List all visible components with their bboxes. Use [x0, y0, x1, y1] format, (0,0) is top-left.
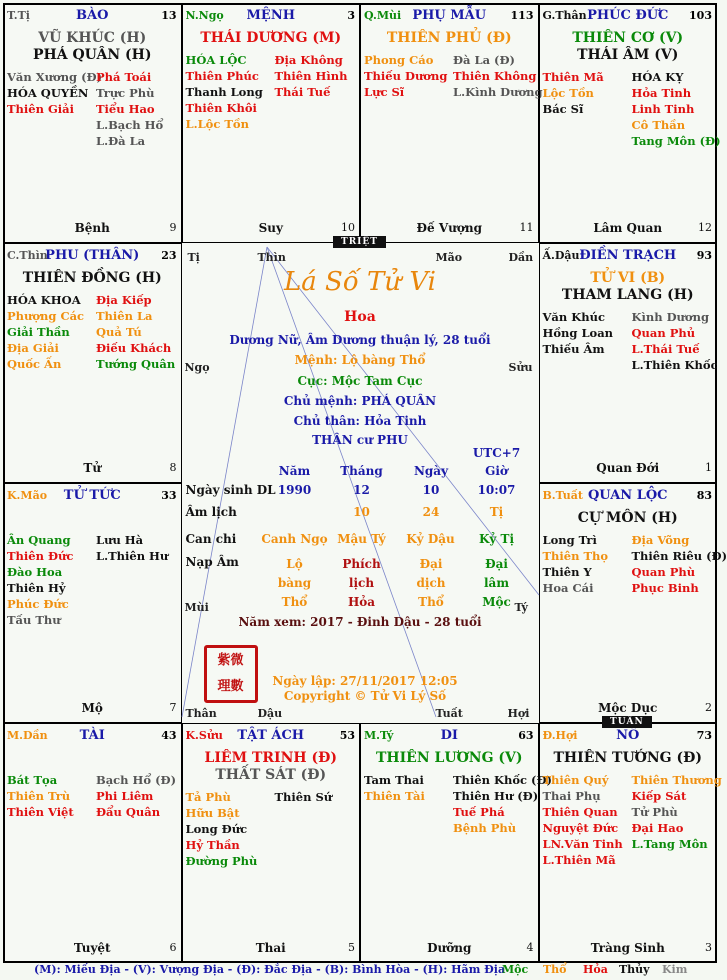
minor-star: Phượng Các [7, 309, 85, 323]
main-stars [540, 750, 717, 767]
palace-cell-ty [360, 723, 552, 963]
life-stage: Bệnh [74, 221, 110, 235]
dl-gio: 10:07 [477, 483, 516, 497]
person-desc: Dương Nữ, Âm Dương thuận lý, 28 tuổi [229, 333, 491, 347]
header-thang: Tháng [340, 464, 383, 478]
branch-dan: Dần [508, 251, 534, 264]
can-chi: M.Dần [7, 729, 48, 742]
minor-stars-left [186, 789, 258, 869]
minor-star: HÓA KỴ [631, 70, 684, 84]
branch-mui: Mùi [184, 601, 209, 614]
legend-moc: Mộc [502, 963, 529, 976]
main-star: THÁI DƯƠNG (M) [200, 30, 342, 46]
palace-name: MỆNH [246, 8, 295, 23]
canchi-nam: Canh Ngọ [261, 532, 328, 546]
palace-name: TẬT ÁCH [237, 728, 305, 743]
tuan-marker: TUẦN [602, 716, 652, 728]
minor-star: Thiên Riêu (Đ) [631, 549, 727, 563]
can-chi: Q.Mùi [364, 9, 402, 22]
minor-star: Bác Sĩ [542, 102, 584, 116]
cell-footer [4, 461, 181, 475]
minor-star: L.Kình Dương [453, 85, 543, 99]
branch-hoi: Hợi [507, 707, 530, 720]
can-chi: T.Tị [7, 9, 30, 22]
napam-ngay: Đại dịch Thổ [416, 557, 446, 609]
main-star: THIÊN CƠ (V) [572, 30, 684, 46]
main-star: VŨ KHÚC (H) [38, 30, 147, 46]
minor-stars-right [632, 69, 721, 149]
cell-footer [4, 941, 181, 955]
minor-star: Tướng Quân [96, 357, 176, 371]
napam-gio: Đại lâm Mộc [482, 557, 511, 609]
nam-xem: Năm xem: 2017 - Đinh Dậu - 28 tuổi [238, 615, 482, 629]
minor-star: Tam Thai [364, 773, 424, 787]
palace-name: ĐIỀN TRẠCH [579, 248, 677, 263]
minor-stars-right [632, 532, 727, 596]
minor-star: Long Trì [542, 533, 597, 547]
main-stars [540, 30, 717, 64]
minor-stars-right [275, 52, 348, 100]
minor-stars-right [453, 772, 552, 836]
age-number: 5 [348, 941, 355, 954]
minor-star: Địa Võng [631, 533, 690, 547]
minor-star: Thiên La [96, 309, 153, 323]
cell-footer [361, 221, 538, 235]
minor-star: Thiên Hình [274, 69, 348, 83]
palace-number: 23 [161, 249, 177, 262]
minor-star: Thai Phụ [542, 789, 601, 803]
main-star: THÁI ÂM (V) [577, 47, 679, 63]
palace-name: PHU (THÂN) [45, 248, 140, 263]
minor-star: Thiếu Âm [542, 342, 605, 356]
cell-footer [361, 941, 538, 955]
minor-star: Kiếp Sát [631, 789, 687, 803]
minor-star: L.Bạch Hổ [96, 118, 164, 132]
palace-number: 53 [339, 729, 355, 742]
minor-star: Điếu Khách [96, 341, 172, 355]
palace-name: TỬ TỨC [63, 488, 121, 503]
minor-star: Thiên Khốc (Đ) [453, 773, 552, 787]
minor-star: Hữu Bật [185, 806, 240, 820]
minor-star: Thiên Đức [7, 549, 74, 563]
life-stage: Mộ [81, 701, 103, 715]
minor-stars-left [7, 69, 102, 117]
can-chi: N.Ngọ [185, 9, 224, 22]
minor-star: Long Đức [185, 822, 248, 836]
minor-star: Lưu Hà [96, 533, 144, 547]
minor-star: Thiên Không [453, 69, 537, 83]
age-number: 7 [169, 701, 177, 714]
main-stars [361, 30, 538, 47]
minor-star: Đẩu Quân [96, 805, 161, 819]
minor-stars-right [96, 69, 163, 149]
minor-star: L.Tang Môn [631, 837, 708, 851]
minor-star: Hoa Cái [542, 581, 594, 595]
minor-star: L.Thiên Khốc [631, 358, 718, 372]
can-chi: K.Mão [7, 489, 48, 502]
minor-star: Phục Binh [631, 581, 699, 595]
palace-cell-than [539, 3, 721, 243]
age-number: 4 [526, 941, 534, 954]
palace-cell-dan [3, 723, 182, 963]
dl-ngay: 10 [422, 483, 440, 497]
minor-star: Lực Sĩ [364, 85, 405, 99]
minor-star: Bệnh Phù [453, 821, 517, 835]
branch-dau: Dậu [257, 707, 283, 720]
branch-thin: Thìn [257, 251, 286, 264]
dl-thang: 12 [353, 483, 370, 497]
al-label: Âm lịch [185, 505, 237, 519]
seal-stamp: 紫微 理數 [204, 645, 258, 703]
minor-star: Giải Thần [7, 325, 70, 339]
minor-star: Thiên Việt [7, 805, 74, 819]
napam-nam: Lộ bàng Thổ [277, 557, 312, 609]
palace-number: 93 [696, 249, 712, 262]
main-stars [540, 510, 717, 527]
palace-cell-ngo [182, 3, 361, 243]
age-number: 11 [519, 221, 534, 234]
minor-star: Tử Phù [631, 805, 678, 819]
branch-ty: Tý [514, 601, 528, 614]
life-stage: Suy [258, 221, 283, 235]
legend-kim: Kim [662, 963, 688, 976]
minor-star: Đại Hao [631, 821, 684, 835]
minor-star: Phúc Đức [7, 597, 69, 611]
minor-star: Quốc Ấn [7, 357, 62, 371]
minor-star: Văn Xương (Đ) [7, 70, 103, 84]
minor-star: Thiên Hỷ [7, 581, 66, 595]
minor-star: Thiếu Dương [364, 69, 448, 83]
palace-cell-hoi [539, 723, 722, 963]
life-stage: Tuyệt [73, 941, 111, 955]
minor-star: HÓA KHOA [7, 293, 81, 307]
life-stage: Đế Vượng [416, 221, 482, 235]
minor-stars-right [453, 52, 543, 100]
minor-star: Thanh Long [185, 85, 263, 99]
palace-number: 43 [161, 729, 177, 742]
life-stage: Dưỡng [427, 941, 472, 955]
minor-stars-left [543, 772, 623, 868]
palace-number: 73 [696, 729, 712, 742]
minor-star: Địa Kiếp [96, 293, 152, 307]
age-number: 12 [698, 221, 712, 234]
minor-stars-left [543, 532, 609, 596]
minor-stars-right [275, 789, 333, 805]
minor-star: Ân Quang [7, 533, 71, 547]
minor-stars-left [7, 292, 84, 372]
palace-name: DI [440, 728, 458, 743]
triet-marker: TRIỆT [333, 236, 386, 248]
minor-stars-left [7, 772, 74, 820]
minor-star: Trực Phù [96, 86, 155, 100]
age-number: 2 [705, 701, 712, 714]
age-number: 1 [705, 461, 712, 474]
main-star: CỰ MÔN (H) [577, 510, 678, 526]
minor-star: Văn Khúc [542, 310, 605, 324]
main-stars [4, 270, 181, 287]
minor-star: Thiên Giải [7, 102, 74, 116]
canchi-ngay: Kỷ Dậu [406, 532, 455, 546]
age-number: 8 [169, 461, 177, 474]
minor-star: Nguyệt Đức [542, 821, 619, 835]
legend-tho: Thổ [543, 963, 567, 976]
al-ngay: 24 [422, 505, 440, 519]
canchi-gio: Kỷ Tị [478, 532, 515, 546]
chu-than-info: Chủ thân: Hỏa Tinh [293, 414, 427, 428]
minor-star: Tấu Thư [7, 613, 61, 627]
minor-stars-left [364, 772, 425, 804]
napam-label: Nạp Âm [185, 555, 239, 569]
life-stage: Mộc Dục [598, 701, 658, 715]
minor-star: Thiên Thọ [542, 549, 609, 563]
main-star: THIÊN LƯƠNG (V) [375, 750, 523, 766]
ngay-lap: Ngày lập: 27/11/2017 12:05 [272, 674, 458, 688]
minor-star: Thiên Khôi [185, 101, 257, 115]
chart-title: Lá Số Tử Vi [283, 267, 436, 297]
palace-cell-mao [3, 483, 182, 723]
palace-number: 63 [518, 729, 534, 742]
center-panel [182, 243, 539, 723]
minor-stars-left [7, 532, 73, 628]
palace-name: PHỤ MẪU [412, 8, 487, 23]
can-chi: M.Tý [364, 729, 394, 742]
main-star: LIÊM TRINH (Đ) [204, 750, 337, 766]
can-chi: Đ.Hợi [542, 729, 578, 742]
minor-star: Linh Tinh [631, 102, 695, 116]
minor-star: Hỷ Thần [185, 838, 240, 852]
minor-star: Thiên Mã [542, 70, 604, 84]
minor-star: Địa Không [274, 53, 343, 67]
minor-star: Thiên Quan [542, 805, 618, 819]
than-cu-info: THÂN cư PHU [312, 433, 408, 447]
palace-cell-dau [539, 243, 718, 483]
life-stage: Tràng Sinh [590, 941, 665, 955]
minor-star: Thái Tuế [274, 85, 331, 99]
minor-star: Cô Thần [631, 118, 686, 132]
cell-footer [183, 221, 360, 235]
minor-star: Thiên Quý [542, 773, 609, 787]
life-stage: Quan Đới [596, 461, 660, 475]
minor-star: Quả Tú [96, 325, 142, 339]
branch-than: Thân [185, 707, 217, 720]
main-star: TỬ VI (B) [590, 270, 666, 286]
cuc-info: Cục: Mộc Tam Cục [297, 374, 423, 388]
main-star: THIÊN PHỦ (Đ) [386, 30, 512, 46]
cell-footer [540, 701, 717, 715]
age-number: 6 [169, 941, 177, 954]
branch-ti: Tị [187, 251, 200, 264]
age-number: 10 [341, 221, 355, 234]
palace-cell-tuat [539, 483, 727, 723]
palace-name: PHÚC ĐỨC [587, 8, 669, 23]
minor-star: Tuế Phá [453, 805, 505, 819]
utc-label: UTC+7 [472, 446, 521, 460]
minor-star: Phá Toái [96, 70, 152, 84]
branch-ngo: Ngọ [184, 361, 210, 374]
minor-star: Đường Phù [185, 854, 258, 868]
minor-star: L.Lộc Tồn [185, 117, 249, 131]
palace-number: 33 [161, 489, 177, 502]
al-gio: Tị [489, 505, 504, 519]
main-star: THIÊN TƯỚNG (Đ) [553, 750, 702, 766]
minor-star: Bạch Hổ (Đ) [96, 773, 177, 787]
can-chi: C.Thìn [7, 249, 48, 262]
cell-footer [540, 941, 717, 955]
legend-bar [0, 962, 720, 980]
palace-cell-thin [3, 243, 182, 483]
header-gio: Giờ [485, 464, 508, 478]
life-stage: Thai [255, 941, 286, 955]
age-number: 3 [705, 941, 712, 954]
can-chi: B.Tuất [542, 489, 584, 502]
minor-star: L.Thiên Mã [542, 853, 616, 867]
main-star: THAM LANG (H) [561, 287, 694, 303]
main-stars [361, 750, 538, 767]
palace-name: QUAN LỘC [587, 488, 668, 503]
palace-number: 3 [347, 9, 355, 22]
life-stage: Tử [83, 461, 102, 475]
minor-star: LN.Văn Tinh [542, 837, 623, 851]
palace-name: TÀI [79, 728, 105, 743]
palace-name: NÔ [616, 728, 640, 743]
legend-text: (M): Miếu Địa - (V): Vượng Địa - (Đ): Đắc Địa - (B): Bình Hòa - (H): Hãm Địa [34, 963, 506, 976]
minor-star: Quan Phù [631, 565, 696, 579]
napam-thang: Phích lịch Hỏa [342, 557, 381, 609]
minor-stars-right [96, 292, 175, 372]
minor-star: Thiên Trù [7, 789, 71, 803]
main-stars [540, 270, 717, 304]
person-name: Hoa [344, 309, 376, 325]
minor-stars-left [543, 309, 614, 357]
minor-star: Thiên Hư (Đ) [453, 789, 539, 803]
age-number: 9 [169, 221, 177, 234]
main-stars [183, 30, 360, 47]
cell-footer [183, 941, 360, 955]
minor-stars-right [632, 309, 718, 373]
legend-thuy: Thủy [619, 963, 650, 976]
copyright: Copyright © Tử Vi Lý Số [283, 689, 447, 703]
minor-star: Tang Môn (Đ) [631, 134, 721, 148]
dl-nam: 1990 [277, 483, 312, 497]
header-ngay: Ngày [413, 464, 449, 478]
al-thang: 10 [353, 505, 370, 519]
main-star: THẤT SÁT (Đ) [215, 767, 327, 783]
can-chi: G.Thân [542, 9, 587, 22]
branch-mao: Mão [435, 251, 463, 264]
minor-star: Bát Tọa [7, 773, 58, 787]
menh-info: Mệnh: Lộ bàng Thổ [294, 353, 426, 367]
can-chi: K.Sửu [185, 729, 223, 742]
minor-star: Hỏa Tinh [631, 86, 692, 100]
palace-number: 83 [696, 489, 712, 502]
minor-star: Đào Hoa [7, 565, 63, 579]
life-stage: Lâm Quan [593, 221, 663, 235]
can-chi: Ấ.Dậu [542, 249, 580, 262]
minor-stars-right [96, 532, 168, 564]
minor-stars-right [632, 772, 722, 852]
minor-star: Quan Phủ [631, 326, 696, 340]
palace-cell-mui [360, 3, 543, 243]
main-stars [4, 30, 181, 64]
cell-footer [540, 461, 717, 475]
minor-star: Thiên Thương [631, 773, 722, 787]
minor-star: Lộc Tồn [542, 86, 594, 100]
palace-number: 13 [161, 9, 177, 22]
minor-star: Phong Cáo [364, 53, 434, 67]
header-nam: Năm [278, 464, 311, 478]
palace-cell-suu [182, 723, 361, 963]
minor-star: L.Thái Tuế [631, 342, 700, 356]
main-stars [183, 750, 360, 784]
minor-star: Hồng Loan [542, 326, 614, 340]
minor-star: Thiên Y [542, 565, 592, 579]
chu-menh-info: Chủ mệnh: PHÁ QUÂN [283, 394, 437, 408]
minor-star: Đà La (Đ) [453, 53, 515, 67]
minor-star: Phi Liêm [96, 789, 154, 803]
minor-star: L.Đà La [96, 134, 146, 148]
minor-star: HÓA LỘC [185, 53, 247, 67]
main-star: PHÁ QUÂN (H) [33, 47, 152, 63]
palace-number: 113 [510, 9, 534, 22]
palace-cell-ti [3, 3, 182, 243]
cell-footer [4, 701, 181, 715]
branch-tuat: Tuất [435, 707, 463, 720]
palace-name: BÀO [76, 8, 109, 23]
main-star: THIÊN ĐỒNG (H) [22, 270, 162, 286]
minor-star: Tiểu Hao [96, 102, 155, 116]
minor-stars-left [364, 52, 447, 100]
minor-star: Kình Dương [631, 310, 709, 324]
minor-star: Thiên Phúc [185, 69, 259, 83]
minor-stars-left [543, 69, 604, 117]
minor-star: Thiên Tài [364, 789, 425, 803]
palace-number: 103 [689, 9, 712, 22]
minor-star: Tả Phù [185, 790, 231, 804]
branch-suu: Sửu [508, 361, 533, 374]
minor-stars-right [96, 772, 176, 820]
minor-star: Địa Giải [7, 341, 59, 355]
dl-label: Ngày sinh DL [185, 483, 276, 497]
canchi-label: Can chi [185, 532, 237, 546]
minor-star: L.Thiên Hư [96, 549, 169, 563]
cell-footer [540, 221, 717, 235]
minor-stars-left [186, 52, 263, 132]
cell-footer [4, 221, 181, 235]
canchi-thang: Mậu Tý [337, 532, 386, 546]
minor-star: Thiên Sứ [274, 790, 333, 804]
minor-star: HÓA QUYỀN [7, 86, 89, 100]
legend-hoa: Hỏa [583, 963, 608, 976]
